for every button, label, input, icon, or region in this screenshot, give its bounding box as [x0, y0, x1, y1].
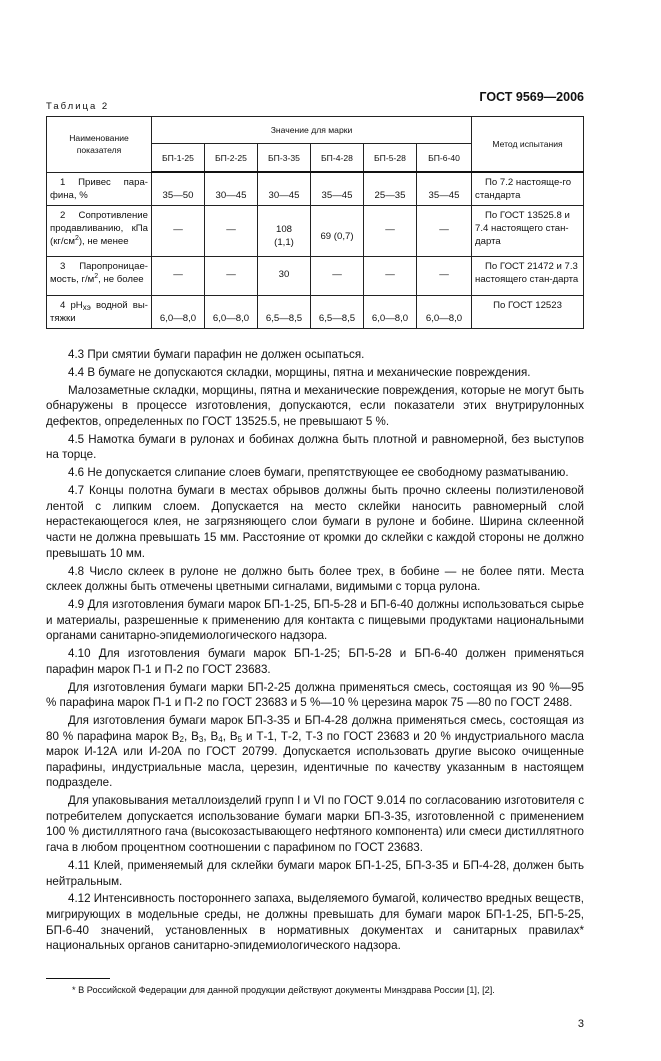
clause-4-6: 4.6 Не допускается слипание слоев бумаги, препятствующее ее свободному разматыванию.	[68, 466, 569, 480]
cell-value: —	[364, 257, 417, 296]
clause-4-11: 4.11 Клей, применяемый для склейки бумаги марок БП-1-25, БП-3-35 и БП-4-28, должен быть нейтральным.	[46, 858, 584, 888]
cell-value: 6,0—8,0	[364, 296, 417, 329]
grade-header: БП-5-28	[364, 144, 417, 173]
clause-4-3: 4.3 При смятии бумаги парафин не должен осыпаться.	[68, 348, 365, 361]
row-name: 3 Паропроницае-мость, $г/м^2$, не более	[47, 257, 152, 296]
cell-value: 35—45	[311, 172, 364, 206]
cell-value: 6,5—8,5	[311, 296, 364, 329]
table-caption: Таблица 2	[46, 101, 110, 112]
cell-value: 30—45	[205, 172, 258, 206]
col-header-method: Метод испытания	[472, 117, 584, 173]
grade-header: БП-6-40	[417, 144, 472, 173]
clause-4-4: 4.4 В бумаге не допускаются складки, морщины, пятна и механические повреждения.	[68, 365, 531, 379]
cell-value: 69 (0,7)	[311, 206, 364, 257]
footnote-divider	[46, 978, 110, 979]
cell-value: —	[417, 206, 472, 257]
grade-header: БП-3-35	[258, 144, 311, 173]
properties-table	[46, 116, 584, 329]
clause-4-10-packaging: Для упаковывания металлоизделий групп I и VI по ГОСТ 9.014 по согласованию изготовителя с потребителем допускается использование бумаги марки БП-3-35, изготовленной с применением 100 % дистиллятного гача (высокозастывающего нефтяного компонента) или смеси дистиллятного гача в любом процентном соотношении с парафином по ГОСТ 23683.	[46, 794, 584, 855]
row-name: 4 $pH_{хэ}$ водной вы-тяжки	[47, 296, 152, 329]
document-id: ГОСТ 9569—2006	[479, 90, 584, 104]
col-header-grade-group: Значение для марки	[152, 117, 472, 144]
table-row	[47, 257, 584, 296]
clause-4-12: 4.12 Интенсивность постороннего запаха, выделяемого бумагой, количество вредных веществ, мигрирующих в модельные среды, не должны превышать для бумаги марок БП-1-25, БП-5-25, БП-6-40 значений, установленных в нормативных документах и санитарных правилах* национальных органов санитарно-эпидемиологического надзора.	[46, 892, 584, 953]
clause-4-5: 4.5 Намотка бумаги в рулонах и бобинах должна быть плотной и равномерной, без выступов на торце.	[46, 432, 584, 462]
cell-value: —	[152, 257, 205, 296]
cell-value: —	[152, 206, 205, 257]
footnote: * В Российской Федерации для данной продукции действуют документы Минздрава России [1], [2].	[72, 984, 495, 995]
table-row	[47, 206, 584, 257]
row-method: По ГОСТ 13525.8 и 7.4 настоящего стан-дарта	[472, 206, 584, 257]
row-name: 2 Сопротивление продавливанию, кПа $(кг/см^2)$, не менее	[47, 206, 152, 257]
clause-4-4-note: Малозаметные складки, морщины, пятна и механические повреждения, которые не могут быть обнаружены в процессе изготовления, допускаются, если показатели этих внутрирулонных дефектов, определенных по ГОСТ 13525.5, не превышают 5 %.	[46, 383, 584, 428]
cell-value: 6,5—8,5	[258, 296, 311, 329]
cell-value: 6,0—8,0	[152, 296, 205, 329]
row-method: По ГОСТ 12523	[472, 296, 584, 329]
cell-value: 25—35	[364, 172, 417, 206]
clause-4-10: 4.10 Для изготовления бумаги марок БП-1-25; БП-5-28 и БП-6-40 должен применяться парафин марок П-1 и П-2 по ГОСТ 23683.	[46, 647, 584, 676]
cell-value: 6,0—8,0	[205, 296, 258, 329]
row-method: По 7.2 настояще-го стандарта	[472, 172, 584, 206]
cell-value: —	[364, 206, 417, 257]
grade-header: БП-1-25	[152, 144, 205, 173]
cell-value: 6,0—8,0	[417, 296, 472, 329]
grade-header: БП-2-25	[205, 144, 258, 173]
page	[46, 0, 584, 1061]
clause-4-10-bp3: Для изготовления бумаги марок БП-3-35 и БП-4-28 должна применяться смесь, состоящая из 80 % парафина марок $В_2$, $В_3$, $В_4$, $В_5$ и Т-1, Т-2, Т-3 по ГОСТ 23683 и 20 % индустриального масла марок И-12А или И-20А по ГОСТ 20799. Допускается использовать другие высоко очищенные парафины, индустриальные масла, церезин, идентичные по качеству указанным в настоящем подразделе.	[46, 714, 584, 790]
page-number: 3	[577, 1017, 584, 1030]
cell-value: —	[205, 257, 258, 296]
col-header-name: Наименование показателя	[47, 117, 152, 173]
cell-value: 30	[258, 257, 311, 296]
cell-value: 30—45	[258, 172, 311, 206]
clause-4-8: 4.8 Число склеек в рулоне не должно быть более трех, в бобине — не более пяти. Места склеек должны быть отмечены цветными сигналами, видимыми с торца рулона.	[46, 564, 584, 594]
table-row	[47, 172, 584, 206]
clause-4-10-bp2: Для изготовления бумаги марки БП-2-25 должна применяться смесь, состоящая из 90 %—95 % парафина марок П-1 и П-2 по ГОСТ 23683 и 5 %—10 % церезина марок 75 —80 по ГОСТ 2488.	[46, 680, 584, 710]
row-name: 1 Привес пара-фина, %	[47, 172, 152, 206]
table-row	[47, 296, 584, 329]
grade-header: БП-4-28	[311, 144, 364, 173]
cell-value: —	[417, 257, 472, 296]
cell-value: —	[205, 206, 258, 257]
row-method: По ГОСТ 21472 и 7.3 настоящего стан-дарта	[472, 257, 584, 296]
cell-value: 35—45	[417, 172, 472, 206]
cell-value: —	[311, 257, 364, 296]
clause-4-7: 4.7 Концы полотна бумаги в местах обрывов должны быть прочно склеены полиэтиленовой лентой с липким слоем. Допускается на место склейки наносить равномерный слой нерастекающегося клея, не загрязняющего слои бумаги в рулоне и бобине. Ширина склеенной части не должна превышать 15 мм. Расстояние от кромки до склейки с каждой стороны не должно превышать 10 мм.	[46, 484, 584, 560]
body-text	[46, 347, 584, 954]
cell-value: 35—50	[152, 172, 205, 206]
clause-4-9: 4.9 Для изготовления бумаги марок БП-1-25, БП-5-28 и БП-6-40 должны использоваться сырье и материалы, разрешенные к применению для контакта с пищевыми продуктами национальными органами санитарно-эпидемиологического надзора.	[46, 597, 584, 643]
cell-value: 108 (1,1)	[258, 206, 311, 257]
